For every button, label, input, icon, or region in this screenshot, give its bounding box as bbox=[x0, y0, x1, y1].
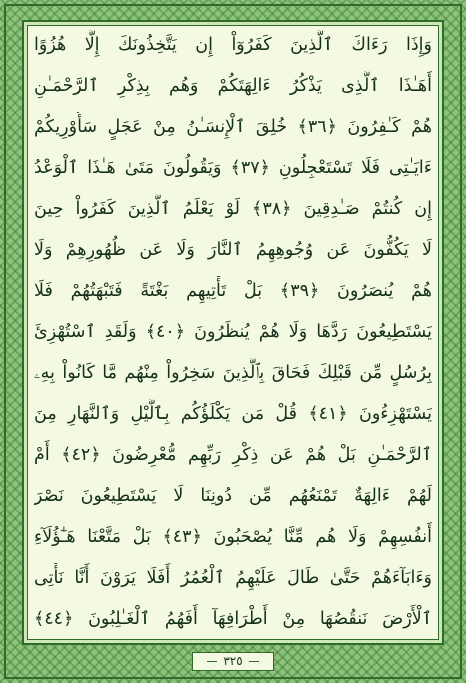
verse-text-block bbox=[34, 30, 432, 635]
verse-line-3: هُمْ كَـٰفِرُونَ ﴿٣٦﴾ خُلِقَ ٱلْإِنسَـٰنُ مِنْ عَجَلٍ سَأُوْرِيكُمْ bbox=[34, 117, 432, 137]
verse-line-15: ٱلْأَرْضَ نَنقُصُهَا مِنْ أَطْرَافِهَآ أَفَهُمُ ٱلْغَـٰلِبُونَ ﴿٤٤﴾ bbox=[34, 609, 432, 629]
verse-line-14: وَءَابَآءَهُمْ حَتَّىٰ طَالَ عَلَيْهِمُ ٱلْعُمُرُ أَفَلَا يَرَوْنَ أَنَّا نَأْتِى bbox=[34, 568, 432, 588]
verse-line-1: وَإِذَا رَءَاكَ ٱلَّذِينَ كَفَرُوٓاْ إِن يَتَّخِذُونَكَ إِلَّا هُزُوًا bbox=[34, 35, 432, 55]
verse-line-11: ٱلرَّحْمَـٰنِ بَلْ هُمْ عَن ذِكْرِ رَبِّهِم مُّعْرِضُونَ ﴿٤٢﴾ أَمْ bbox=[34, 445, 432, 465]
verse-line-7: هُمْ يُنصَرُونَ ﴿٣٩﴾ بَلْ تَأْتِيهِم بَغْتَةً فَتَبْهَتُهُمْ فَلَا bbox=[34, 281, 432, 301]
verse-line-8: يَسْتَطِيعُونَ رَدَّهَا وَلَا هُمْ يُنظَرُونَ ﴿٤٠﴾ وَلَقَدِ ٱسْتُهْزِئَ bbox=[34, 322, 432, 342]
verse-line-13: أَنفُسِهِمْ وَلَا هُم مِّنَّا يُصْحَبُونَ ﴿٤٣﴾ بَلْ مَتَّعْنَا هَـٰٓؤُلَآءِ bbox=[34, 527, 432, 547]
verse-line-12: لَهُمْ ءَالِهَةٌ تَمْنَعُهُم مِّن دُونِنَا لَا يَسْتَطِيعُونَ نَصْرَ bbox=[34, 486, 432, 506]
verse-line-4: ءَايَـٰتِى فَلَا تَسْتَعْجِلُونِ ﴿٣٧﴾ وَيَقُولُونَ مَتَىٰ هَـٰذَا ٱلْوَعْدُ bbox=[34, 158, 432, 178]
page-number-dash-left bbox=[207, 661, 217, 663]
page-number-box bbox=[192, 652, 273, 671]
verse-line-5: إِن كُنتُمْ صَـٰدِقِينَ ﴿٣٨﴾ لَوْ يَعْلَمُ ٱلَّذِينَ كَفَرُواْ حِينَ bbox=[34, 199, 432, 219]
verse-line-6: لَا يَكُفُّونَ عَن وُجُوهِهِمُ ٱلنَّارَ وَلَا عَن ظُهُورِهِمْ وَلَا bbox=[34, 240, 432, 260]
page-number: ٣٢٥ bbox=[223, 654, 243, 668]
page-number-dash-right bbox=[249, 661, 259, 663]
verse-line-10: يَسْتَهْزِءُونَ ﴿٤١﴾ قُلْ مَن يَكْلَؤُكُم بِٱلَّيْلِ وَٱلنَّهَارِ مِنَ bbox=[34, 404, 432, 424]
page-number-footer bbox=[0, 652, 466, 671]
verse-line-2: أَهَـٰذَا ٱلَّذِى يَذْكُرُ ءَالِهَتَكُمْ وَهُم بِذِكْرِ ٱلرَّحْمَـٰنِ bbox=[34, 76, 432, 96]
verse-line-9: بِرُسُلٍ مِّن قَبْلِكَ فَحَاقَ بِٱلَّذِينَ سَخِرُواْ مِنْهُم مَّا كَانُواْ بِهِۦ bbox=[34, 363, 432, 383]
